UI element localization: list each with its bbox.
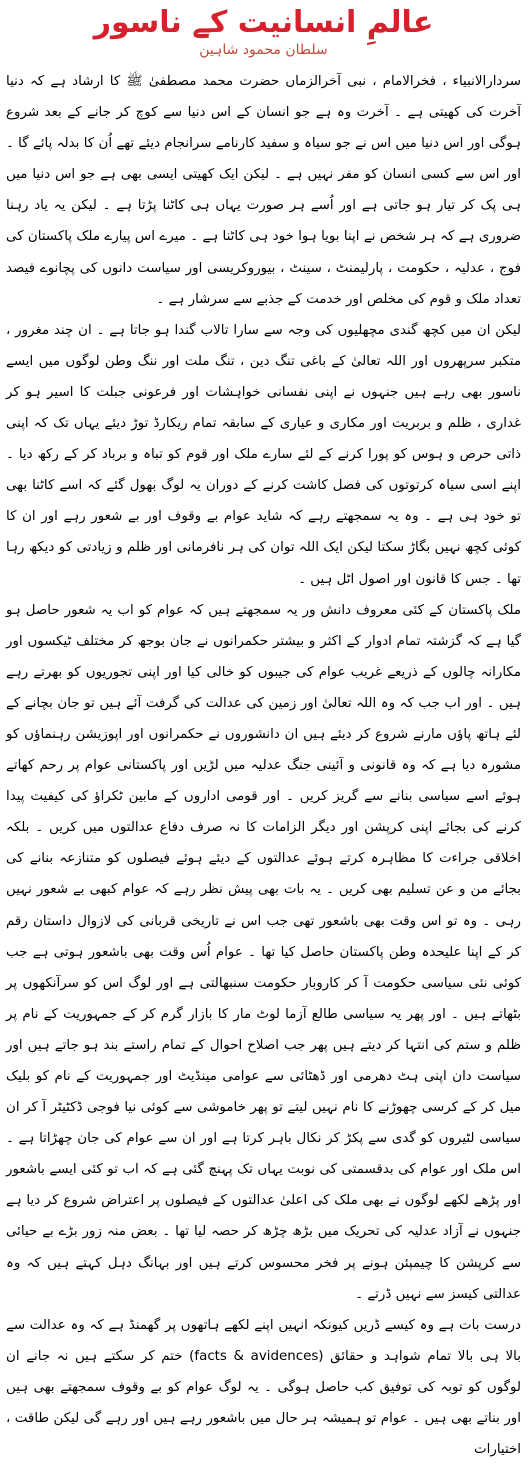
- author-name: سلطان محمود شاہین: [199, 42, 328, 58]
- paragraph-4-start: درست بات ہے وہ کیسے ڈریں کیونکہ انہیں اپنے لکھے ہاتھوں پر گھمنڈ ہے کہ وہ عدالت سے بالا ہی بالا تمام شواہد و حقائق: [6, 1317, 521, 1364]
- paragraph-4-end: ختم کر سکتے ہیں نہ جانے ان لوگوں کو توبہ کی توفیق کب حاصل ہوگی ۔ یہ لوگ عوام کو بے وقوف سمجھتے بھی ہیں اور بناتے بھی ہیں ۔ عوام تو ہمیشہ ہر حال میں باشعور رہے ہیں اور رہے گی لیکن طاقت ، اختیارات: [6, 1348, 521, 1458]
- facts-phrase: (facts & avidences): [189, 1348, 324, 1364]
- article-title: عالمِ انسانیت کے ناسور: [93, 5, 434, 40]
- article-body: [6, 66, 521, 1465]
- paragraph-4: [6, 1310, 521, 1465]
- paragraph-3: ملک پاکستان کے کئی معروف دانش ور یہ سمجھتے ہیں کہ عوام کو اب یہ شعور حاصل ہو گیا ہے کہ گزشتہ تمام ادوار کے اکثر و بیشتر حکمرانوں نے جان بوجھ کر مختلف ٹیکسوں اور مکارانہ چالوں کے ذریعے غریب عوام کی جیبوں کو خالی کیا اور اپنی تجوریوں کو بھرتے رہے ہیں ۔ اور اب جب کہ وہ اللہ تعالیٰ اور زمین کی عدالت کی گرفت آئے ہیں تو جان بچانے کے لئے ہاتھ پاؤں مارنے شروع کر دیئے ہیں ان دانشوروں نے حکمرانوں اور اپوزیشن رہنماؤں کو مشورہ دیا ہے کہ وہ قانونی و آئینی جنگ عدلیہ میں لڑیں اور پاکستانی عوام پر رحم کھاتے ہوئے اسے سیاسی بنانے سے گریز کریں ۔ اور قومی اداروں کے مابین ٹکراؤ کی کیفیت پیدا کرنے کی بجائے اپنی کرپشن اور دیگر الزامات کا نہ صرف دفاع عدالتوں میں کریں ۔ بلکہ اخلاقی جراءت کا مظاہرہ کرتے ہوئے عدالتوں کے دیئے ہوئے فیصلوں کو متنازعہ بنانے کی بجائے من و عن تسلیم بھی کریں ۔ یہ بات بھی پیش نظر رہے کہ عوام کبھی بے شعور نہیں رہی ۔ وہ تو اس وقت بھی باشعور تھی جب اس نے تاریخی قربانی کی لازوال داستان رقم کر کے اپنا علیحدہ وطن پاکستان حاصل کیا تھا ۔ عوام اُس وقت بھی باشعور ہوتی ہے جب کوئی نئی سیاسی حکومت آ کر کاروبار حکومت سنبھالتی ہے اور لوگ اس کو سرآنکھوں پر بٹھاتے ہیں ۔ اور پھر یہ سیاسی طالع آزما لوٹ مار کا بازار گرم کر کے جمہوریت کے نام پر ظلم و ستم کی انتہا کر دیتے ہیں پھر جب اصلاح احوال کے تمام راستے بند ہو جاتے ہیں اور سیاست دان اپنی ہٹ دھرمی اور ڈھٹائی سے عوامی مینڈیٹ اور جمہوریت کے نام کو بلیک میل کر کے کرسی چھوڑنے کا نام نہیں لیتے تو پھر خاموشی سے کوئی نیا فوجی ڈکٹیٹر آ کر ان سیاسی لٹیروں کو گدی سے پکڑ کر نکال باہر کرتا ہے اور ان سے عوام کی جان چھڑاتا ہے ۔ اس ملک اور عوام کی بدقسمتی کی نوبت یہاں تک پہنچ گئی ہے کہ اب تو کئی ایسے باشعور اور پڑھے لکھے لوگوں نے بھی ملک کی اعلیٰ عدالتوں کے فیصلوں پر اعتراض شروع کر دیا ہے جنہوں نے آزاد عدلیہ کی تحریک میں بڑھ چڑھ کر حصہ لیا تھا ۔ بعض منہ زور بڑے بے حیائی سے کرپشن کا چیمپئن ہونے پر فخر محسوس کرتے ہیں اور بہانگ دہل کہتے ہیں کہ وہ عدالتی کیسز سے نہیں ڈرتے ۔: [6, 602, 521, 1302]
- paragraph-2: لیکن ان میں کچھ گندی مچھلیوں کی وجہ سے سارا تالاب گندا ہو جاتا ہے ۔ ان چند مغرور ، متکبر سرپھروں اور اللہ تعالیٰ کے باغی تنگ دین ، تنگ ملت اور ننگ وطن لوگوں میں ایسے ناسور بھی رہے ہیں جنہوں نے اپنی نفسانی خواہشات اور فرعونی جبلت کا اسیر ہو کر غداری ، ظلم و بربریت اور مکاری و عیاری کے سابقہ تمام ریکارڈ توڑ دیئے یہاں تک کہ اپنی ذاتی حرص و ہوس کو پورا کرنے کے لئے سارے ملک اور قوم کو تباہ و برباد کر کے رکھ دیا ۔ اپنے اسی سیاہ کرتوتوں کی فصل کاشت کرنے کے دوران یہ لوگ بھول گئے کہ اسے کاٹنا بھی تو خود ہی ہے ۔ وہ یہ سمجھتے رہے کہ شاید عوام بے وقوف اور بے شعور رہے اور ان کا کوئی کچھ نہیں بگاڑ سکتا لیکن ایک اللہ توان کی ہر نافرمانی اور ظلم و زیادتی کو دیکھ رہا تھا ۔ جس کا قانون اور اصول اٹل ہیں ۔: [6, 322, 521, 587]
- paragraph-1: سردارالانبیاء ، فخرالامام ، نبی آخرالزماں حضرت محمد مصطفیٰ ﷺ کا ارشاد ہے کہ دنیا آخرت کی کھیتی ہے ۔ آخرت وہ ہے جو انسان کے اس دنیا سے کوچ کر جانے کے بعد شروع ہوگی اور اس دنیا میں اس نے جو سیاہ و سفید کارنامے سرانجام دیئے تھے اُن کا بدلہ پائے گا ۔ اور اس سے کسی انسان کو مفر نہیں ہے ۔ لیکن ایک کھیتی ایسی بھی ہے جو اس دنیا میں ہی پک کر تیار ہو جاتی ہے اور اُسے ہر صورت یہاں ہی کاٹنا پڑتا ہے ۔ لیکن یہ یاد رہنا ضروری ہے کہ ہر شخص نے اپنا بویا ہوا خود ہی کاٹنا ہے ۔ میرے اس پیارے ملک پاکستان کی فوج ، عدلیہ ، حکومت ، پارلیمنٹ ، سینٹ ، بیوروکریسی اور سیاست دانوں کی پچانوے فیصد تعداد ملک و قوم کی مخلص اور خدمت کے جذبے سے سرشار ہے ۔: [6, 74, 521, 307]
